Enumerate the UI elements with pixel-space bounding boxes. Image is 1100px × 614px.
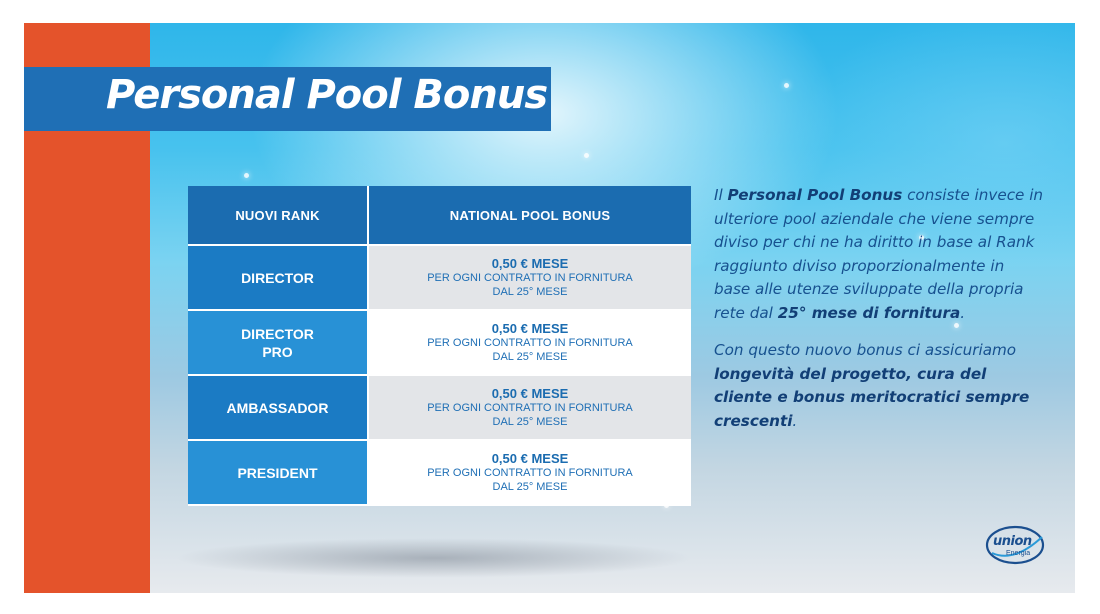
- rank-cell: [188, 375, 368, 440]
- logo-subtitle: Energia: [1006, 550, 1031, 557]
- description-text: [714, 184, 1044, 433]
- bonus-condition: PER OGNI CONTRATTO IN FORNITURA: [427, 467, 633, 479]
- description-text-run: .: [792, 411, 798, 430]
- slide-title: Personal Pool Bonus: [106, 72, 548, 118]
- bonus-condition: PER OGNI CONTRATTO IN FORNITURA: [427, 272, 633, 284]
- slide: [24, 23, 1075, 593]
- sparkle: [244, 173, 249, 178]
- table-header-row: [188, 186, 691, 245]
- rank-name-suffix: PRO: [262, 343, 293, 360]
- table-row: [188, 375, 691, 440]
- rank-name: PRESIDENT: [237, 464, 318, 481]
- logo-wordmark: union: [993, 534, 1032, 549]
- description-text-run: Il: [714, 186, 728, 204]
- table-row: [188, 245, 691, 310]
- bonus-condition: PER OGNI CONTRATTO IN FORNITURA: [427, 337, 633, 349]
- bonus-amount: 0,50 € MESE: [491, 256, 569, 271]
- bonus-start: DAL 25° MESE: [492, 351, 568, 363]
- description-emphasis: Personal Pool Bonus: [727, 186, 903, 204]
- rank-name: AMBASSADOR: [226, 399, 329, 416]
- bonus-condition: PER OGNI CONTRATTO IN FORNITURA: [427, 402, 633, 414]
- bonus-amount: 0,50 € MESE: [491, 451, 569, 466]
- rank-cell: [188, 310, 368, 375]
- bonus-start: DAL 25° MESE: [492, 416, 568, 428]
- description-paragraph: [714, 339, 1044, 433]
- rank-cell: [188, 440, 368, 505]
- description-text-run: .: [960, 303, 966, 322]
- description-text-run: Con questo nuovo bonus ci assicuriamo: [714, 341, 1017, 359]
- table-row: [188, 310, 691, 375]
- union-energia-logo: [984, 523, 1046, 567]
- bonus-cell: [368, 440, 691, 505]
- table-row: [188, 440, 691, 505]
- bonus-amount: 0,50 € MESE: [491, 386, 569, 401]
- rank-name: DIRECTOR: [241, 269, 314, 286]
- bonus-table: [188, 186, 691, 506]
- bonus-amount: 0,50 € MESE: [491, 321, 569, 336]
- description-emphasis: longevità del progetto, cura del cliente e bonus meritocratici sempre crescenti: [714, 364, 1030, 430]
- description-emphasis: 25° mese di fornitura: [777, 303, 961, 322]
- rank-cell: [188, 245, 368, 310]
- description-paragraph: [714, 184, 1044, 325]
- bonus-start: DAL 25° MESE: [492, 286, 568, 298]
- column-header-rank: NUOVI RANK: [188, 186, 368, 245]
- column-header-bonus: NATIONAL POOL BONUS: [368, 186, 691, 245]
- sparkle: [584, 153, 589, 158]
- description-text-run: consiste invece in ulteriore pool aziendale che viene sempre diviso per chi ne ha diritto in base al Rank raggiunto diviso proporzionalmente in base alle utenze sviluppate della propria rete dal: [714, 186, 1044, 322]
- rank-name: DIRECTOR: [241, 325, 314, 342]
- sparkle: [784, 83, 789, 88]
- bonus-start: DAL 25° MESE: [492, 481, 568, 493]
- bonus-cell: [368, 375, 691, 440]
- bonus-cell: [368, 310, 691, 375]
- bonus-cell: [368, 245, 691, 310]
